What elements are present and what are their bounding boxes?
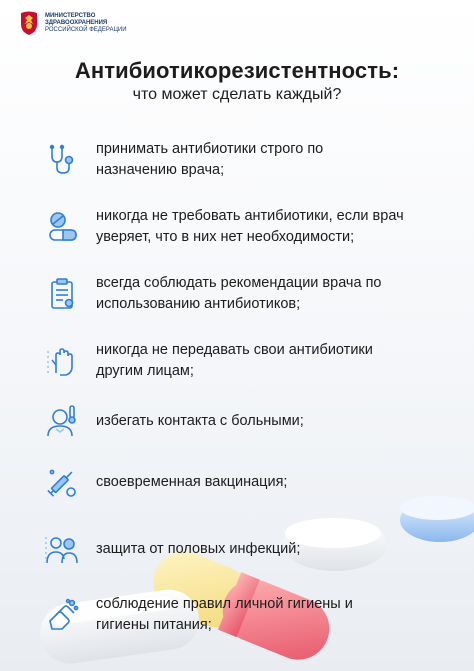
item-line-1: своевременная вакцинация; — [96, 473, 288, 490]
list-item — [44, 139, 444, 181]
item-line-1: всегда соблюдать рекомендации врача по — [96, 275, 382, 291]
item-line-1: никогда не требовать антибиотики, если врач — [96, 208, 404, 224]
item-line-2: другим лицам; — [96, 363, 194, 379]
item-line-2: уверяет, что в них нет необходимости; — [96, 229, 355, 245]
item-line-1: избегать контакта с больными; — [96, 412, 304, 429]
page-subtitle: что может сделать каждый? — [132, 86, 342, 103]
logo-line-1: МИНИСТЕРСТВО — [45, 12, 96, 19]
item-text — [96, 411, 304, 432]
item-line-1: никогда не передавать свои антибиотики — [96, 342, 373, 358]
prescription-clipboard-icon — [44, 276, 80, 312]
syringe-virus-icon — [44, 464, 80, 500]
list-item — [44, 531, 444, 567]
logo-text — [45, 13, 127, 34]
item-text — [96, 273, 382, 315]
stop-hand-icon — [44, 343, 80, 379]
list-item — [44, 594, 444, 636]
page-title: Антибиотикорезистентность: — [74, 58, 400, 83]
item-text — [96, 472, 287, 493]
logo-line-3: РОССИЙСКОЙ ФЕДЕРАЦИИ — [45, 26, 127, 33]
logo-line-2: ЗДРАВООХРАНЕНИЯ — [45, 19, 108, 26]
list-item — [44, 273, 444, 315]
item-line-1: защита от половых инфекций; — [96, 540, 301, 557]
coat-of-arms-icon — [18, 10, 40, 36]
item-line-1: принимать антибиотики строго по — [96, 141, 324, 157]
couple-icon — [44, 531, 80, 567]
hand-washing-icon — [44, 597, 80, 633]
list-item — [44, 206, 444, 248]
item-text — [96, 539, 300, 560]
pill-capsule-icon — [44, 209, 80, 245]
sick-person-thermometer-icon — [44, 403, 80, 439]
list-item — [44, 340, 444, 382]
item-text — [96, 340, 373, 382]
item-line-2: гигиены питания; — [96, 617, 212, 633]
item-text — [96, 206, 404, 248]
pills-illustration — [0, 480, 474, 671]
stethoscope-icon — [44, 142, 80, 178]
item-line-1: соблюдение правил личной гигиены и — [96, 596, 353, 612]
list-item — [44, 403, 444, 439]
item-line-2: использованию антибиотиков; — [96, 296, 301, 312]
item-text — [96, 594, 353, 636]
item-line-2: назначению врача; — [96, 162, 225, 178]
list-item — [44, 464, 444, 500]
item-text — [96, 139, 323, 181]
ministry-logo — [18, 10, 127, 36]
